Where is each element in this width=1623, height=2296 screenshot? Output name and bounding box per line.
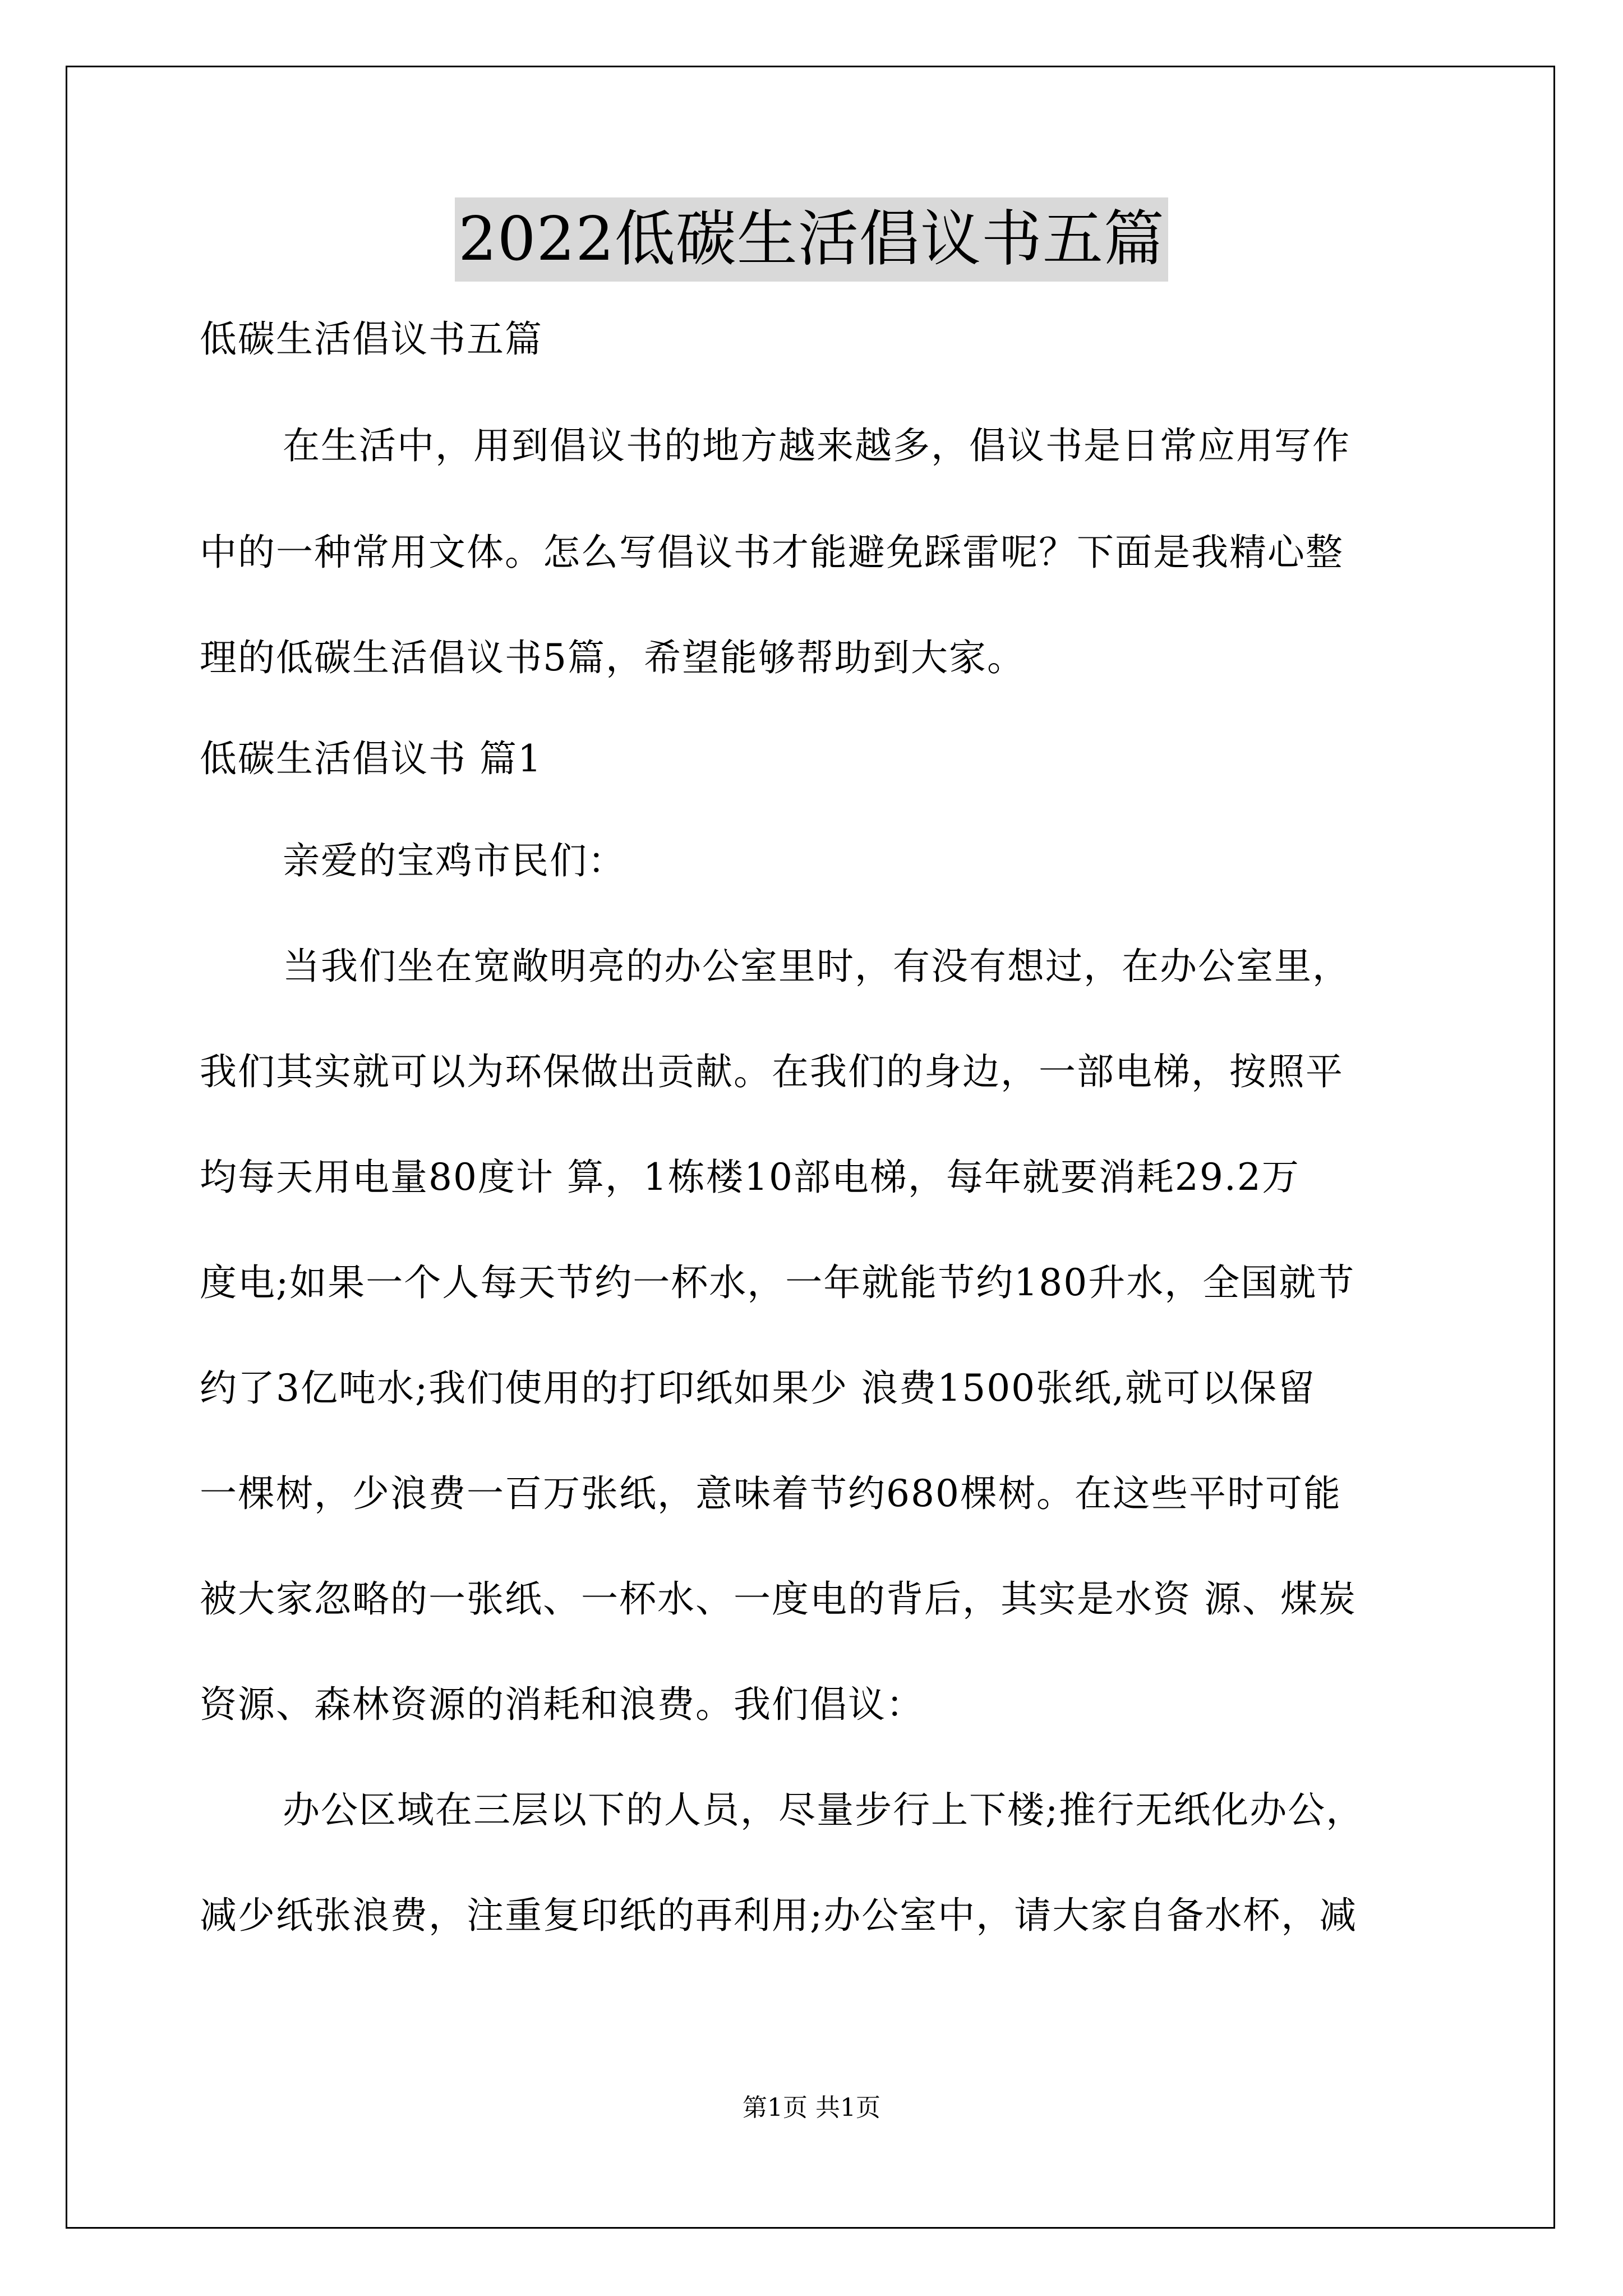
body-line-2: 我们其实就可以为环保做出贡献。在我们的身边，一部电梯，按照平 — [200, 1050, 1344, 1093]
intro-line-3: 理的低碳生活倡议书5篇，希望能够帮助到大家。 — [200, 636, 1025, 679]
body-line-10: 减少纸张浪费，注重复印纸的再利用;办公室中，请大家自备水杯，减 — [200, 1894, 1358, 1937]
section-heading: 低碳生活倡议书 篇1 — [200, 737, 542, 780]
body-line-6: 一棵树，少浪费一百万张纸，意味着节约680棵树。在这些平时可能 — [200, 1472, 1341, 1515]
body-line-1: 当我们坐在宽敞明亮的办公室里时，有没有想过，在办公室里， — [283, 945, 1350, 988]
document-title — [0, 197, 1623, 282]
salutation-line: 亲爱的宝鸡市民们： — [283, 839, 626, 882]
body-line-4: 度电;如果一个人每天节约一杯水，一年就能节约180升水，全国就节 — [200, 1261, 1355, 1304]
document-title-text: 2022低碳生活倡议书五篇 — [455, 197, 1168, 282]
body-line-7: 被大家忽略的一张纸、一杯水、一度电的背后，其实是水资 源、煤炭 — [200, 1577, 1357, 1621]
intro-line-2: 中的一种常用文体。怎么写倡议书才能避免踩雷呢？下面是我精心整 — [200, 531, 1344, 574]
intro-line-1: 在生活中，用到倡议书的地方越来越多，倡议书是日常应用写作 — [283, 424, 1350, 467]
page-footer: 第1页 共1页 — [743, 2093, 880, 2122]
body-line-8: 资源、森林资源的消耗和浪费。我们倡议： — [200, 1683, 924, 1726]
body-line-3: 均每天用电量80度计 算，1栋楼10部电梯，每年就要消耗29.2万 — [200, 1156, 1300, 1199]
body-line-5: 约了3亿吨水;我们使用的打印纸如果少 浪费1500张纸,就可以保留 — [200, 1366, 1316, 1410]
subtitle-line: 低碳生活倡议书五篇 — [200, 318, 543, 361]
body-line-9: 办公区域在三层以下的人员，尽量步行上下楼;推行无纸化办公， — [283, 1788, 1364, 1832]
